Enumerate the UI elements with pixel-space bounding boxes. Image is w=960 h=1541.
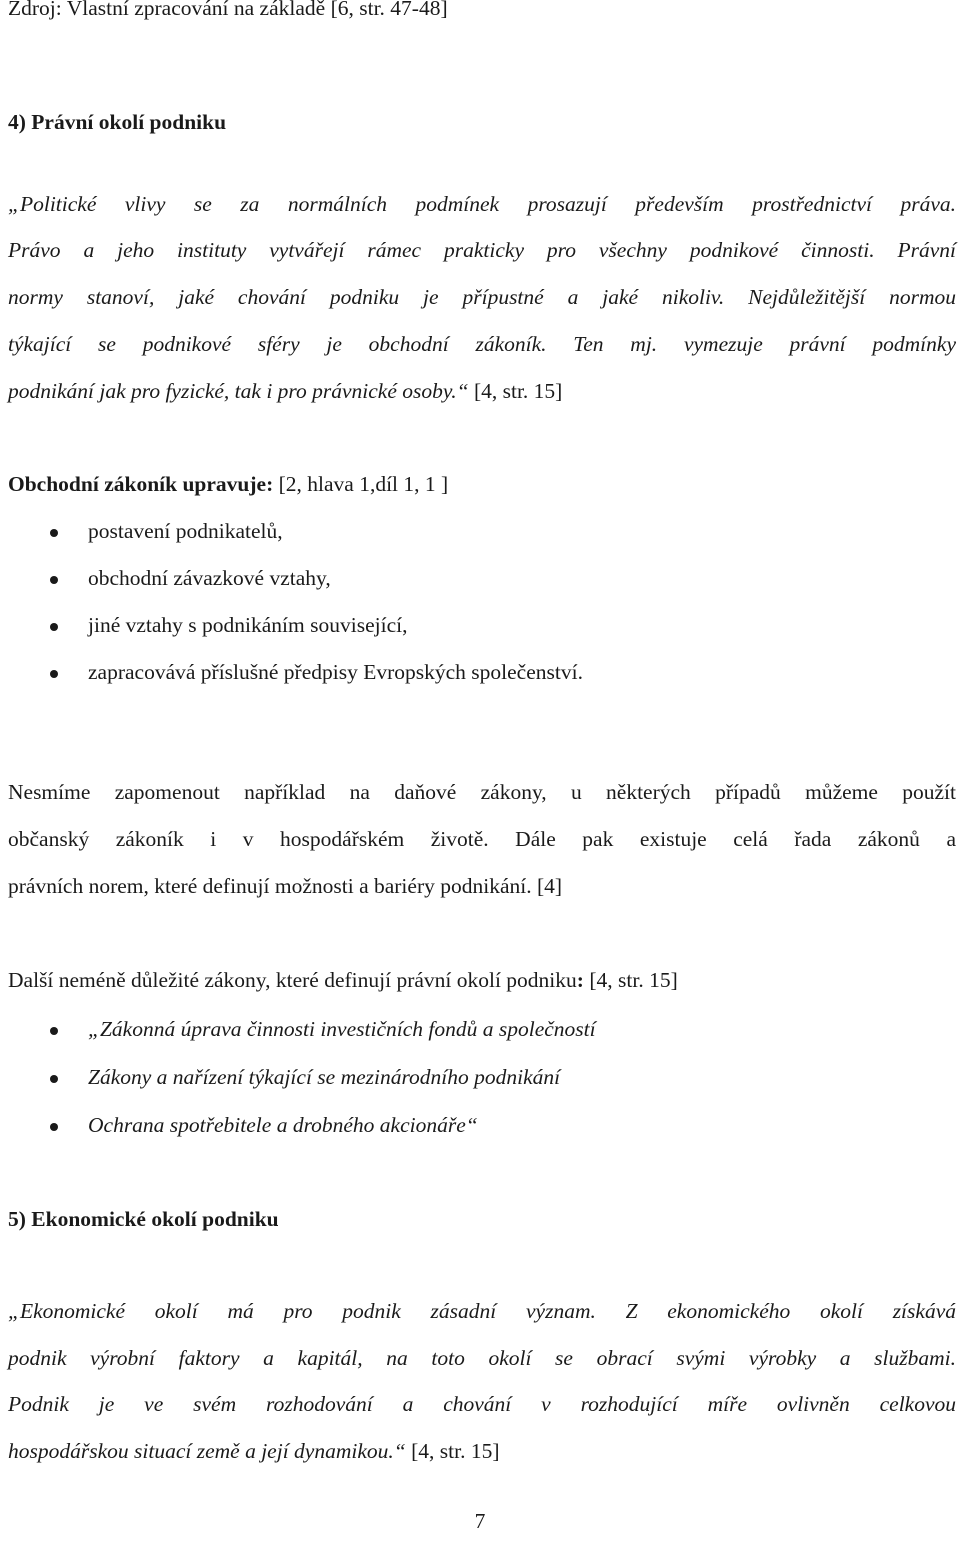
commercial-code-intro	[8, 474, 448, 496]
page-number: 7	[474, 1509, 486, 1533]
economic-quote-line-4	[8, 1441, 499, 1463]
bullet-icon	[50, 1027, 58, 1035]
other-laws-label: Další neméně důležité zákony, které definují právní okolí podniku	[8, 968, 577, 992]
list-item-text: Ochrana spotřebitele a drobného akcionáře“	[88, 1113, 478, 1137]
other-laws-intro	[8, 970, 678, 992]
quote-line-5	[8, 381, 562, 403]
economic-quote-line-1: „Ekonomické okolí má pro podnik zásadní význam. Z ekonomického okolí získává	[8, 1299, 956, 1323]
bullet-icon	[50, 670, 58, 678]
bullet-icon	[50, 1075, 58, 1083]
quote-line-1: „Politické vlivy se za normálních podmínek prosazují především prostřednictví práva.	[8, 192, 956, 216]
other-laws-colon: :	[576, 968, 584, 992]
quote-reference: [4, str. 15]	[468, 379, 563, 403]
paragraph-line-3: právních norem, které definují možnosti a bariéry podnikání. [4]	[8, 874, 563, 898]
list-item-text: jiné vztahy s podnikáním související,	[88, 613, 408, 637]
economic-quote-reference: [4, str. 15]	[405, 1439, 500, 1463]
other-laws-reference: [4, str. 15]	[583, 968, 678, 992]
bullet-icon	[50, 529, 58, 537]
quote-last-text: podnikání jak pro fyzické, tak i pro právnické osoby.“	[8, 379, 469, 403]
commercial-code-reference: [2, hlava 1,díl 1, 1 ]	[273, 472, 449, 496]
bullet-icon	[50, 576, 58, 584]
source-line: Zdroj: Vlastní zpracování na základě [6, str. 47-48]	[8, 0, 448, 20]
section-heading-legal: 4) Právní okolí podniku	[8, 110, 227, 134]
paragraph-line-2: občanský zákoník i v hospodářském životě. Dále pak existuje celá řada zákonů a	[8, 827, 956, 851]
economic-quote-line-2: podnik výrobní faktory a kapitál, na toto okolí se obrací svými výrobky a službami.	[8, 1346, 956, 1370]
quote-line-3: normy stanoví, jaké chování podniku je přípustné a jaké nikoliv. Nejdůležitější normou	[8, 285, 956, 309]
section-heading-economic: 5) Ekonomické okolí podniku	[8, 1207, 279, 1231]
list-item-text: obchodní závazkové vztahy,	[88, 566, 331, 590]
economic-quote-line-3: Podnik je ve svém rozhodování a chování v rozhodující míře ovlivněn celkovou	[8, 1392, 956, 1416]
quote-line-4: týkající se podnikové sféry je obchodní zákoník. Ten mj. vymezuje právní podmínky	[8, 332, 956, 356]
bullet-icon	[50, 1123, 58, 1131]
list-item-text: Zákony a nařízení týkající se mezinárodního podnikání	[88, 1065, 561, 1089]
economic-quote-last-text: hospodářskou situací země a její dynamikou.“	[8, 1439, 406, 1463]
list-item-text: postavení podnikatelů,	[88, 519, 283, 543]
quote-line-2: Právo a jeho instituty vytvářejí rámec prakticky pro všechny podnikové činnosti. Právní	[8, 238, 956, 262]
bullet-icon	[50, 623, 58, 631]
list-item-text: „Zákonná úprava činnosti investičních fondů a společností	[88, 1017, 596, 1041]
commercial-code-label: Obchodní zákoník upravuje:	[8, 472, 274, 496]
paragraph-line-1: Nesmíme zapomenout například na daňové zákony, u některých případů můžeme použít	[8, 780, 956, 804]
list-item-text: zapracovává příslušné předpisy Evropských společenství.	[88, 660, 583, 684]
